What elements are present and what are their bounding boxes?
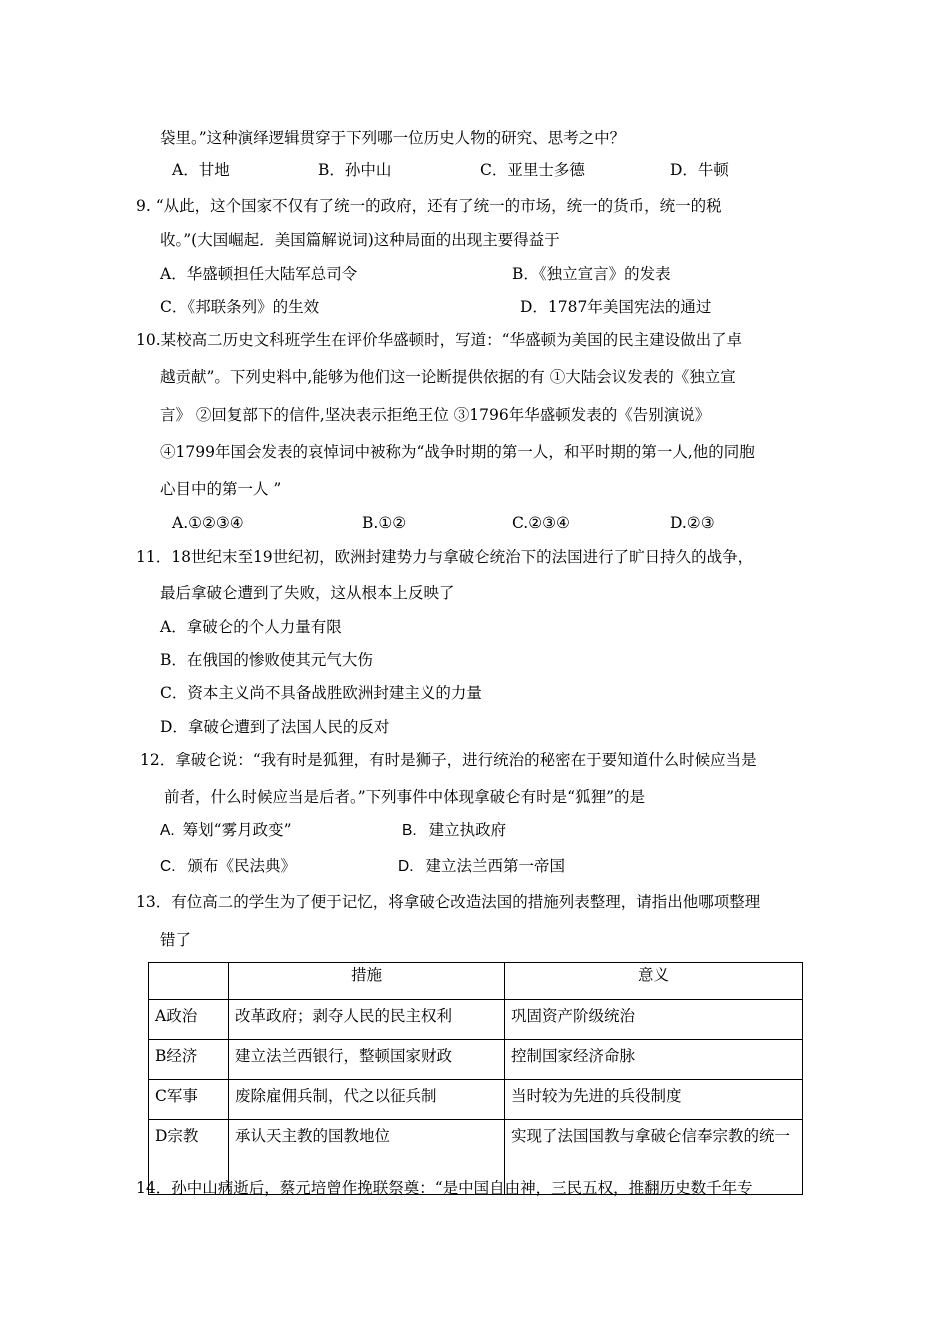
- q10-stem-line2: 越贡献”。下列史料中,能够为他们这一论断提供依据的有 ①大陆会议发表的《独立宣: [160, 368, 736, 386]
- q12-option-b: [402, 820, 506, 841]
- q11-stem-line2: 最后拿破仑遭到了失败，这从根本上反映了: [160, 584, 455, 602]
- q11-option-b: B．在俄国的惨败使其元气大伤: [160, 651, 373, 669]
- q12-option-c-letter: C.: [160, 858, 176, 875]
- table-cell: 建立法兰西银行，整顿国家财政: [229, 1040, 505, 1080]
- q10-stem-line4: ④1799年国会发表的哀悼词中被称为“战争时期的第一人，和平时期的第一人,他的同胞: [160, 443, 755, 461]
- q9-option-c: C．《邦联条列》的生效: [160, 298, 320, 316]
- table-cell: 当时较为先进的兵役制度: [505, 1080, 803, 1120]
- q12-option-a: [160, 820, 292, 841]
- table-cell: 巩固资产阶级统治: [505, 1000, 803, 1040]
- q11-option-d: D．拿破仑遭到了法国人民的反对: [160, 718, 390, 736]
- q8-option-a: A．甘地: [172, 161, 230, 179]
- table-row: [149, 1000, 803, 1040]
- q10-stem-line5: 心目中的第一人 ”: [160, 480, 282, 498]
- q12-option-c: [160, 856, 296, 877]
- table-cell: 废除雇佣兵制，代之以征兵制: [229, 1080, 505, 1120]
- q13-table: [148, 962, 803, 1195]
- q11-option-c: C．资本主义尚不具备战胜欧洲封建主义的力量: [160, 684, 482, 702]
- table-cell: C军事: [149, 1080, 229, 1120]
- q9-stem-line2: 收。”(大国崛起．美国篇解说词)这种局面的出现主要得益于: [160, 231, 560, 249]
- table-header-cell: 意义: [505, 963, 803, 1000]
- table-cell: 改革政府；剥夺人民的民主权利: [229, 1000, 505, 1040]
- q11-option-a: A．拿破仑的个人力量有限: [160, 618, 342, 636]
- q10-stem-line3: 言》 ②回复部下的信件,坚决表示拒绝王位 ③1796年华盛顿发表的《告别演说》: [160, 406, 711, 424]
- q9-stem-line1: 9. “从此，这个国家不仅有了统一的政府，还有了统一的市场，统一的货币，统一的税: [136, 197, 722, 215]
- q12-option-c-text: 颁布《民法典》: [187, 857, 297, 875]
- q11-stem-line1: 11．18世纪末至19世纪初，欧洲封建势力与拿破仑统治下的法国进行了旷日持久的战争，: [136, 548, 754, 566]
- q10-option-c: C.②③④: [512, 514, 570, 532]
- table-cell: B经济: [149, 1040, 229, 1080]
- q9-option-d: D．1787年美国宪法的通过: [520, 298, 712, 316]
- q8-option-b: B．孙中山: [318, 161, 392, 179]
- q12-option-b-text: 建立执政府: [428, 821, 507, 839]
- q8-option-d: D．牛顿: [670, 161, 729, 179]
- q12-option-b-letter: B.: [402, 822, 417, 839]
- q10-option-a: A.①②③④: [172, 514, 244, 532]
- table-cell: 承认天主教的国教地位: [229, 1120, 505, 1195]
- q10-option-d: D.②③: [670, 514, 715, 532]
- table-cell: 实现了法国国教与拿破仑信奉宗教的统一: [505, 1120, 803, 1195]
- table-cell: 控制国家经济命脉: [505, 1040, 803, 1080]
- table-cell: D宗教: [149, 1120, 229, 1195]
- q12-stem-line1: 12．拿破仑说：“我有时是狐狸，有时是狮子，进行统治的秘密在于要知道什么时候应当是: [140, 751, 757, 769]
- table-header-cell: 措施: [229, 963, 505, 1000]
- q13-stem-line1: 13．有位高二的学生为了便于记忆，将拿破仑改造法国的措施列表整理，请指出他哪项整理: [136, 893, 761, 911]
- table-header-cell: [149, 963, 229, 1000]
- q9-option-b: B．《独立宣言》的发表: [512, 265, 671, 283]
- q14-stem-line1: 14．孙中山病逝后，蔡元培曾作挽联祭奠：“是中国自由神，三民五权，推翻历史数千年专: [136, 1179, 753, 1197]
- q12-stem-line2: 前者，什么时候应当是后者。”下列事件中体现拿破仑有时是“狐狸”的是: [164, 788, 646, 806]
- q10-stem-line1: 10.某校高二历史文科班学生在评价华盛顿时，写道：“华盛顿为美国的民主建设做出了卓: [136, 331, 743, 349]
- q8-option-c: C．亚里士多德: [480, 161, 585, 179]
- table-row: [149, 1080, 803, 1120]
- table-header-row: [149, 963, 803, 1000]
- q12-option-d-text: 建立法兰西第一帝国: [425, 857, 566, 875]
- q12-option-a-letter: A.: [160, 822, 175, 839]
- table-cell: A政治: [149, 1000, 229, 1040]
- q12-option-d-letter: D.: [398, 858, 414, 875]
- q9-option-a: A．华盛顿担任大陆军总司令: [160, 265, 358, 283]
- q13-stem-line2: 错了: [160, 931, 192, 949]
- table-row: [149, 1040, 803, 1080]
- q12-option-a-text: 筹划“雾月政变”: [182, 821, 292, 839]
- q12-option-d: [398, 856, 565, 877]
- q8-stem-tail: 袋里。”这种演绎逻辑贯穿于下列哪一位历史人物的研究、思考之中？: [160, 129, 626, 147]
- q10-option-b: B.①②: [362, 514, 407, 532]
